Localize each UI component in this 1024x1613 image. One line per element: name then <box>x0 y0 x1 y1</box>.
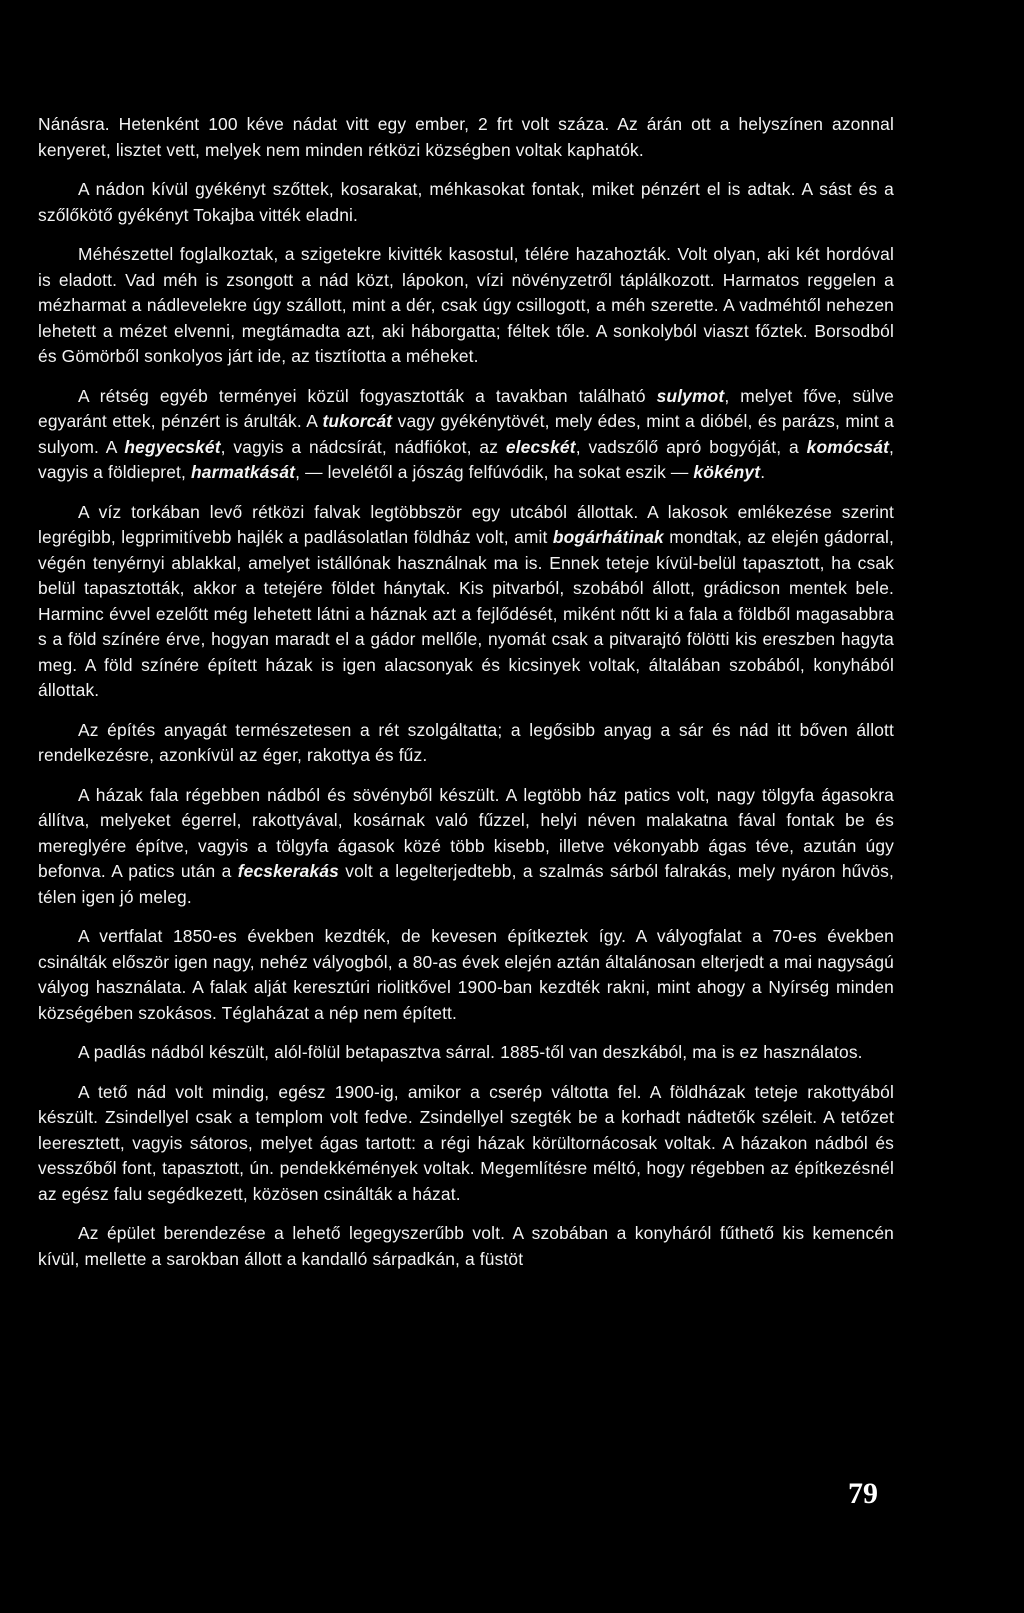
text-run: , — levelétől a jószág felfúvódik, ha sokat eszik — <box>295 462 694 482</box>
italic-term: elecskét <box>505 436 576 457</box>
paragraph <box>38 783 894 911</box>
italic-term: komócsát <box>806 436 890 457</box>
paragraph <box>38 177 894 228</box>
text-run: A tető nád volt mindig, egész 1900-ig, amikor a cserép váltotta fel. A földházak teteje rakottyából készült. Zsindellyel csak a templom volt fedve. Zsindellyel szegték be a korhadt nádtetők széleit. A tetőzet leeresztett, vagyis sátoros, melyet ágas tartott: a régi házak körültornácosak voltak. A házakon nádból és vesszőből font, tapasztott, ún. pendekkémények voltak. Megemlítésre méltó, hogy régebben az építkezésnél az egész falu segédkezett, közösen csinálták a házat. <box>38 1081 894 1204</box>
italic-term: bogárhátinak <box>552 527 664 547</box>
text-run: , vagyis a nádcsírát, nádfiókot, az <box>220 436 506 457</box>
text-run: Nánásra. Hetenként 100 kéve nádat vitt egy ember, 2 frt volt száza. Az árán ott a helyszínen azonnal kenyeret, lisztet vett, melyek nem minden rétközi községben voltak kaphatók. <box>38 114 894 160</box>
page-number: 79 <box>848 1477 878 1510</box>
text-run: A vertfalat 1850-es években kezdték, de kevesen építkeztek így. A vályogfalat a 70-es években csinálták először igen nagy, nehéz vályogból, a 80-as évek elején aztán általánosan elterjedt a mai nagyságú vályog használata. A falak alját keresztúri riolitkővel 1900-ban kezdték rakni, mint ahogy a Nyírség minden községében szokásos. Téglaházat a nép nem épített. <box>38 926 894 1023</box>
paragraph <box>38 384 894 486</box>
text-run: Az épület berendezése a lehető legegyszerűbb volt. A szobában a konyháról fűthető kis kemencén kívül, mellette a sarokban állott a kandalló sárpadkán, a füstöt <box>38 1223 894 1269</box>
text-run: , vadszőlő apró bogyóját, a <box>575 436 807 457</box>
text-run: A házak fala régebben nádból és sövényből készült. A legtöbb ház patics volt, nagy tölgyfa ágasokra állítva, melyeket égerrel, rakottyával, kosárnak való fűzzel, helyi néven malakatna fával fontak be és mereglyére építve, vagyis a tölgyfa ágasok közé több kisebb, illetve vékonyabb ágas téve, azután úgy befonva. A patics után a <box>38 784 894 881</box>
paragraph <box>38 112 894 163</box>
text-run: mondtak, az elején gádorral, végén tenyérnyi ablakkal, amelyet istállónak használnak ma is. Ennek teteje kívül-belül tapasztott, ha csak belül tapasztották, akkor a tetejére földet hánytak. Kis pitvarból, szobából állott, grádicson mentek bele. Harminc évvel ezelőtt még lehetett látni a háznak azt a fejlődését, miként nőtt ki a fala a földből magasabbra s a föld színére érve, hogyan maradt el a gádor mellőle, nyomát csak a pitvarajtó fölötti kis ereszben hagyta meg. A föld színére épített házak is igen alacsonyak és kicsinyek voltak, általában szobából, konyhából állottak. <box>38 527 894 700</box>
text-run: , melyet főve, sülve egyaránt ettek, pénzért is árulták. A <box>38 385 894 431</box>
text-run: Méhészettel foglalkoztak, a szigetekre kivitték kasostul, télére hazahozták. Volt olyan, aki két hordóval is eladott. Vad méh is zsongott a nád közt, lápokon, vízi növényzetről táplálkozott. Harmatos reggelen a mézharmat a nádlevelekre úgy szállott, mint a dér, csak úgy csillogott, a méh szerette. A vadméhtől nehezen lehetett a mézet elvenni, megtámadta azt, aki háborgatta; féltek tőle. A sonkolyból viaszt főztek. Borsodból és Gömörből sonkolyos járt ide, az tisztította a méheket. <box>38 244 894 366</box>
text-run: . <box>760 462 766 482</box>
italic-term: tukorcát <box>322 411 393 431</box>
text-run: A nádon kívül gyékényt szőttek, kosarakat, méhkasokat fontak, miket pénzért el is adtak. A sást és a szőlőkötő gyékényt Tokajba vitték eladni. <box>38 179 894 225</box>
text-run: vagy gyékénytövét, mely édes, mint a dióbél, és parázs, mint a sulyom. A <box>38 411 894 457</box>
text-run: A víz torkában levő rétközi falvak legtöbbször egy utcából állottak. A lakosok emlékezése szerint legrégibb, legprimitívebb hajlék a padlásolatlan földház volt, amit <box>38 501 894 547</box>
italic-term: sulymot <box>656 385 725 406</box>
italic-term: harmatkását <box>190 462 296 482</box>
italic-term: hegyecskét <box>124 436 221 457</box>
text-run: Az építés anyagát természetesen a rét szolgáltatta; a legősibb anyag a sár és nád itt bőven állott rendelkezésre, azonkívül az éger, rakottya és fűz. <box>38 719 894 765</box>
paragraph <box>38 718 894 769</box>
italic-term: fecskerakás <box>237 861 339 881</box>
italic-term: kökényt <box>693 462 761 482</box>
paragraph <box>38 500 894 704</box>
text-run: , vagyis a földiepret, <box>38 436 894 482</box>
paragraph <box>38 242 894 370</box>
paragraph <box>38 1221 894 1272</box>
text-run: A rétség egyéb terményei közül fogyasztották a tavakban található <box>78 385 657 406</box>
paragraph <box>38 924 894 1026</box>
document-body <box>38 112 894 1286</box>
paragraph <box>38 1080 894 1208</box>
text-run: A padlás nádból készült, alól-fölül betapasztva sárral. 1885-től van deszkából, ma is ez használatos. <box>78 1042 863 1062</box>
paragraph <box>38 1040 894 1066</box>
text-run: volt a legelterjedtebb, a szalmás sárból falrakás, mely nyáron hűvös, télen igen jó meleg. <box>38 861 894 907</box>
